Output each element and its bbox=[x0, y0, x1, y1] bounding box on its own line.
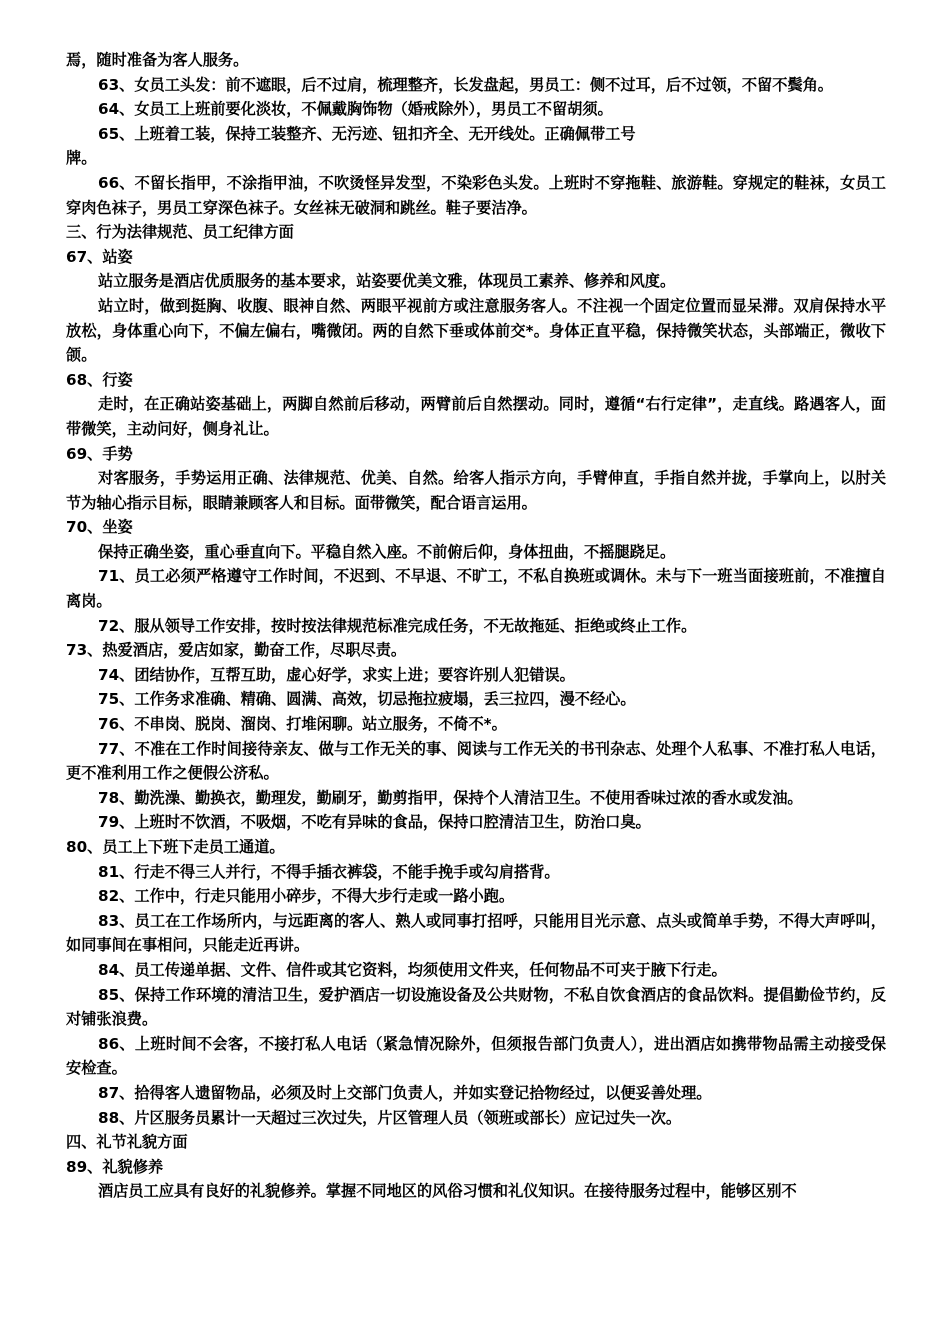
paragraph: 站立时，做到挺胸、收腹、眼神自然、两眼平视前方或注意服务客人。不注视一个固定位置而显呆滞。双肩保持水平放松，身体重心向下，不偏左偏右，嘴微闭。两的自然下垂或体前交*。身体正直平稳，保持微笑状态，头部端正，微收下颌。 bbox=[66, 296, 886, 365]
paragraph: 64、女员工上班前要化淡妆，不佩戴胸饰物（婚戒除外），男员工不留胡须。 bbox=[98, 100, 613, 119]
section-heading: 四、礼节礼貌方面 bbox=[66, 1133, 188, 1152]
paragraph: 酒店员工应具有良好的礼貌修养。掌握不同地区的风俗习惯和礼仪知识。在接待服务过程中，能够区别不 bbox=[98, 1182, 797, 1201]
paragraph: 82、工作中，行走只能用小碎步，不得大步行走或一路小跑。 bbox=[98, 887, 515, 906]
paragraph: 87、拾得客人遗留物品，必须及时上交部门负责人，并如实登记拾物经过，以便妥善处理。 bbox=[98, 1083, 712, 1102]
paragraph: 65、上班着工装，保持工装整齐、无污迹、钮扣齐全、无开线处。正确佩带工号 bbox=[98, 124, 636, 143]
paragraph: 85、保持工作环境的清洁卫生，爱护酒店一切设施设备及公共财物，不私自饮食酒店的食品饮料。提倡勤俭节约，反对铺张浪费。 bbox=[66, 985, 886, 1029]
paragraph: 牌。 bbox=[66, 149, 97, 168]
paragraph: 83、员工在工作场所内，与远距离的客人、熟人或同事打招呼，只能用目光示意、点头或简单手势，不得大声呼叫，如同事间在事相问，只能走近再讲。 bbox=[66, 911, 886, 955]
paragraph: 88、片区服务员累计一天超过三次过失，片区管理人员（领班或部长）应记过失一次。 bbox=[98, 1108, 682, 1127]
paragraph: 71、员工必须严格遵守工作时间，不迟到、不早退、不旷工，不私自换班或调休。未与下一班当面接班前，不准擅自离岗。 bbox=[66, 567, 886, 611]
paragraph: 72、服从领导工作安排，按时按法律规范标准完成任务，不无故拖延、拒绝或终止工作。 bbox=[98, 616, 697, 635]
paragraph: 保持正确坐姿，重心垂直向下。平稳自然入座。不前俯后仰，身体扭曲，不摇腿跷足。 bbox=[98, 542, 676, 561]
paragraph: 66、不留长指甲，不涂指甲油，不吹烫怪异发型，不染彩色头发。上班时不穿拖鞋、旅游鞋。穿规定的鞋袜，女员工穿肉色袜子，男员工穿深色袜子。女丝袜无破洞和跳丝。鞋子要洁净。 bbox=[66, 173, 886, 217]
paragraph: 79、上班时不饮酒，不吸烟，不吃有异味的食品，保持口腔清洁卫生，防治口臭。 bbox=[98, 813, 651, 832]
item-heading: 70、坐姿 bbox=[66, 518, 133, 537]
paragraph: 81、行走不得三人并行，不得手插衣裤袋，不能手挽手或勾肩搭背。 bbox=[98, 862, 560, 881]
paragraph: 77、不准在工作时间接待亲友、做与工作无关的事、阅读与工作无关的书刊杂志、处理个人私事、不准打私人电话，更不准利用工作之便假公济私。 bbox=[66, 739, 886, 783]
paragraph: 63、女员工头发：前不遮眼，后不过肩，梳理整齐，长发盘起，男员工：侧不过耳，后不过领，不留不鬓角。 bbox=[98, 75, 833, 94]
item-heading: 67、站姿 bbox=[66, 247, 133, 266]
document-page bbox=[66, 48, 886, 1204]
paragraph: 86、上班时间不会客，不接打私人电话（紧急情况除外，但须报告部门负责人），进出酒店如携带物品需主动接受保安检查。 bbox=[66, 1034, 886, 1078]
paragraph: 84、员工传递单据、文件、信件或其它资料，均须使用文件夹，任何物品不可夹于腋下行走。 bbox=[98, 960, 727, 979]
paragraph: 对客服务，手势运用正确、法律规范、优美、自然。给客人指示方向，手臂伸直，手指自然并拢，手掌向上，以肘关节为轴心指示目标，眼睛兼顾客人和目标。面带微笑，配合语言运用。 bbox=[66, 469, 886, 512]
item-heading: 89、礼貌修养 bbox=[66, 1157, 164, 1176]
paragraph: 78、勤洗澡、勤换衣，勤理发，勤刷牙，勤剪指甲，保持个人清洁卫生。不使用香味过浓的香水或发油。 bbox=[98, 788, 803, 807]
section-heading: 三、行为法律规范、员工纪律方面 bbox=[66, 223, 294, 242]
paragraph: 站立服务是酒店优质服务的基本要求，站姿要优美文雅，体现员工素养、修养和风度。 bbox=[98, 272, 676, 291]
paragraph: 74、团结协作，互帮互助，虚心好学，求实上进；要容许别人犯错误。 bbox=[98, 665, 575, 684]
item-heading: 68、行姿 bbox=[66, 370, 133, 389]
item-heading: 69、手势 bbox=[66, 444, 133, 463]
paragraph: 焉，随时准备为客人服务。 bbox=[66, 51, 249, 69]
paragraph: 走时，在正确站姿基础上，两脚自然前后移动，两臂前后自然摆动。同时，遵循“右行定律”，走直线。路遇客人，面带微笑，主动问好，侧身礼让。 bbox=[66, 395, 886, 438]
paragraph: 73、热爱酒店，爱店如家，勤奋工作，尽职尽责。 bbox=[66, 641, 407, 660]
paragraph: 75、工作务求准确、精确、圆满、高效，切忌拖拉疲塌，丢三拉四，漫不经心。 bbox=[98, 690, 636, 709]
paragraph: 80、员工上下班下走员工通道。 bbox=[66, 838, 285, 856]
paragraph: 76、不串岗、脱岗、溜岗、打堆闲聊。站立服务，不倚不*。 bbox=[98, 715, 507, 734]
